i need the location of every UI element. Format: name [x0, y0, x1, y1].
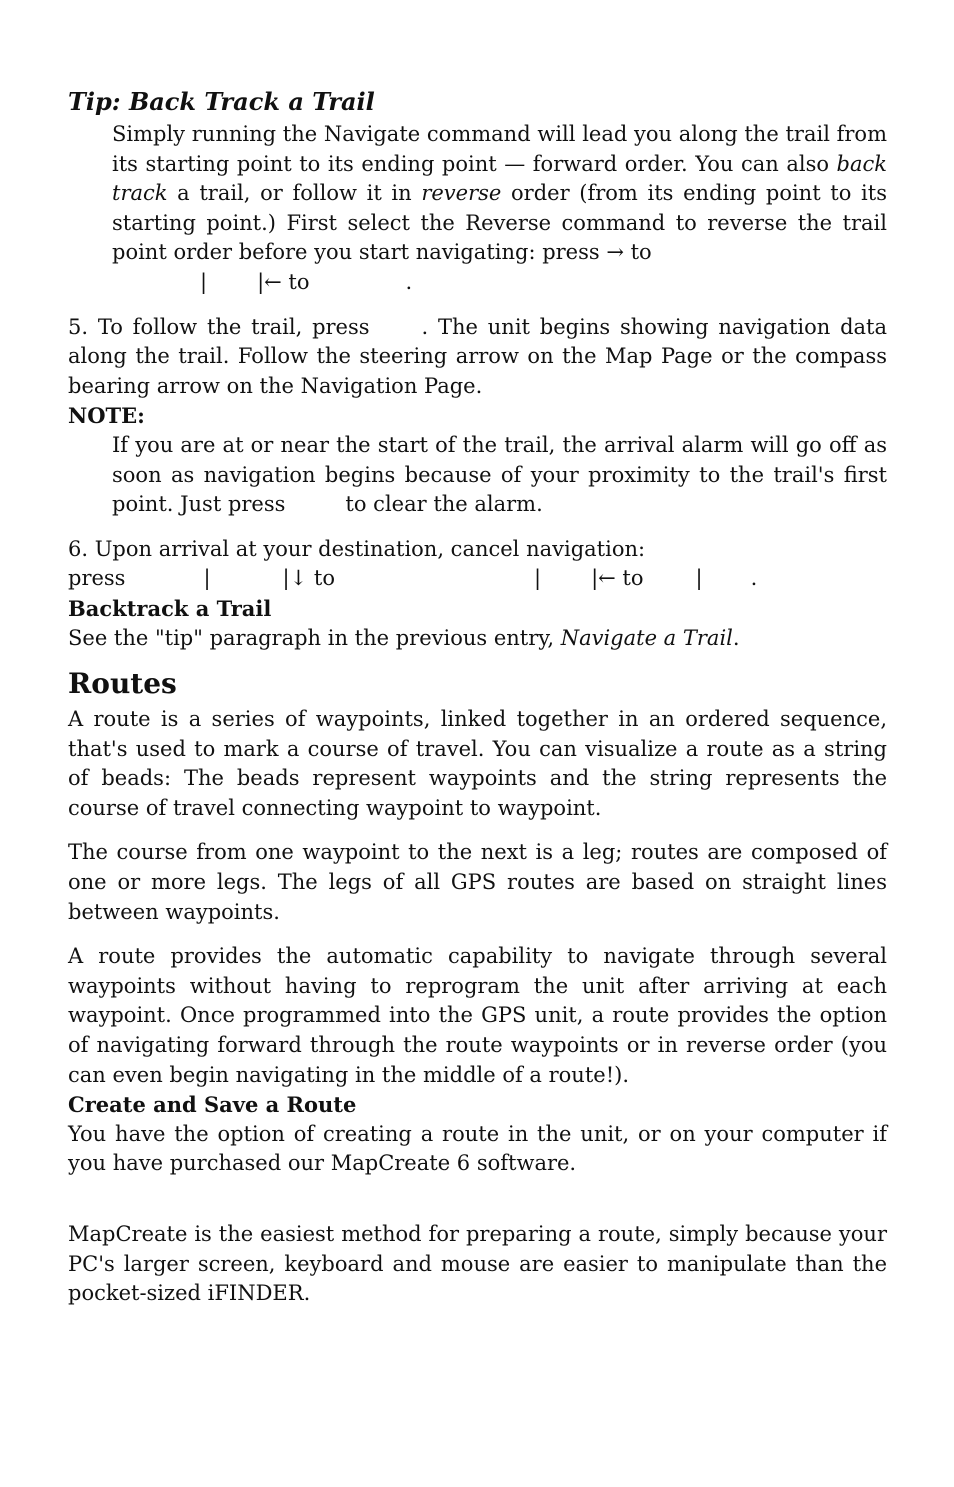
tip-text-3: order (from its ending point to its starting point.) First select the Reverse command to reverse the trail point order before you start navigating: press → to — [112, 181, 887, 265]
step-6-separator-1: | — [203, 566, 211, 591]
tip-key-end: . — [405, 269, 413, 294]
step-6-key-left-arrow: |← to — [591, 566, 644, 591]
backtrack-paragraph — [68, 624, 887, 654]
routes-paragraph-3: A route provides the automatic capability to navigate through several waypoints without having to reprogram the unit after arriving at each waypoint. Once programmed into the GPS unit, a route provides the option of navigating forward through the route waypoints or in reverse order (you can even begin navigating in the middle of a route!). — [68, 944, 887, 1087]
backtrack-end: . — [732, 625, 740, 650]
step-5-text-2: . The unit begins showing navigation data along the trail. Follow the steering arrow on the Map Page or the compass bearing arrow on the Navigation Page. — [68, 314, 887, 398]
step-6-separator-2: | — [533, 566, 542, 591]
routes-heading: Routes — [68, 667, 177, 701]
step-6-press: press — [68, 566, 126, 591]
step-6-key-sequence — [68, 564, 887, 594]
step-5-text-1: 5. To follow the trail, press — [68, 314, 370, 339]
note-text-2: to clear the alarm. — [345, 492, 543, 517]
tip-text-1: Simply running the Navigate command will lead you along the trail from its starting point to its ending point — forward order. You can also — [112, 122, 887, 176]
backtrack-emphasis: Navigate a Trail — [560, 625, 733, 650]
note-block — [112, 431, 887, 520]
step-6-key-down-arrow: |↓ to — [282, 566, 335, 591]
routes-paragraph-2: The course from one waypoint to the next is a leg; routes are composed of one or more legs. The legs of all GPS routes are based on straight lines between waypoints. — [68, 840, 887, 924]
backtrack-text: See the "tip" paragraph in the previous entry, — [68, 625, 561, 650]
tip-title: Tip: Back Track a Trail — [68, 87, 375, 116]
step-6-end: . — [750, 566, 758, 591]
step-5-paragraph — [68, 313, 887, 402]
step-6-line-1: 6. Upon arrival at your destination, cancel navigation: — [68, 536, 646, 561]
tip-emphasis-reverse: reverse — [421, 181, 502, 206]
backtrack-heading: Backtrack a Trail — [68, 595, 272, 621]
step-6-separator-3: | — [695, 566, 703, 591]
tip-key-left-arrow: |← to — [257, 269, 310, 294]
document-page — [68, 86, 887, 1309]
create-route-heading: Create and Save a Route — [68, 1092, 357, 1118]
note-text-1: If you are at or near the start of the trail, the arrival alarm will go off as soon as navigation begins because of your proximity to the trail's first point. Just press — [112, 432, 887, 517]
tip-key-sequence — [112, 268, 887, 298]
create-route-paragraph-1: You have the option of creating a route in the unit, or on your computer if you have purchased our MapCreate 6 software. — [68, 1121, 887, 1176]
tip-paragraph — [112, 120, 887, 268]
create-route-paragraph-2: MapCreate is the easiest method for preparing a route, simply because your PC's larger screen, keyboard and mouse are easier to manipulate than the pocket-sized iFINDER. — [68, 1222, 887, 1306]
tip-key-separator: | — [200, 269, 208, 294]
note-label: NOTE: — [68, 403, 145, 429]
tip-emphasis-back-track: back track — [112, 151, 887, 206]
routes-paragraph-1: A route is a series of waypoints, linked together in an ordered sequence, that's used to mark a course of travel. You can visualize a route as a string of beads: The beads represent waypoints and the string represents the course of travel connecting waypoint to waypoint. — [68, 707, 887, 820]
note-paragraph — [112, 431, 887, 520]
tip-text-2: a trail, or follow it in — [167, 181, 422, 206]
tip-block — [112, 120, 887, 298]
